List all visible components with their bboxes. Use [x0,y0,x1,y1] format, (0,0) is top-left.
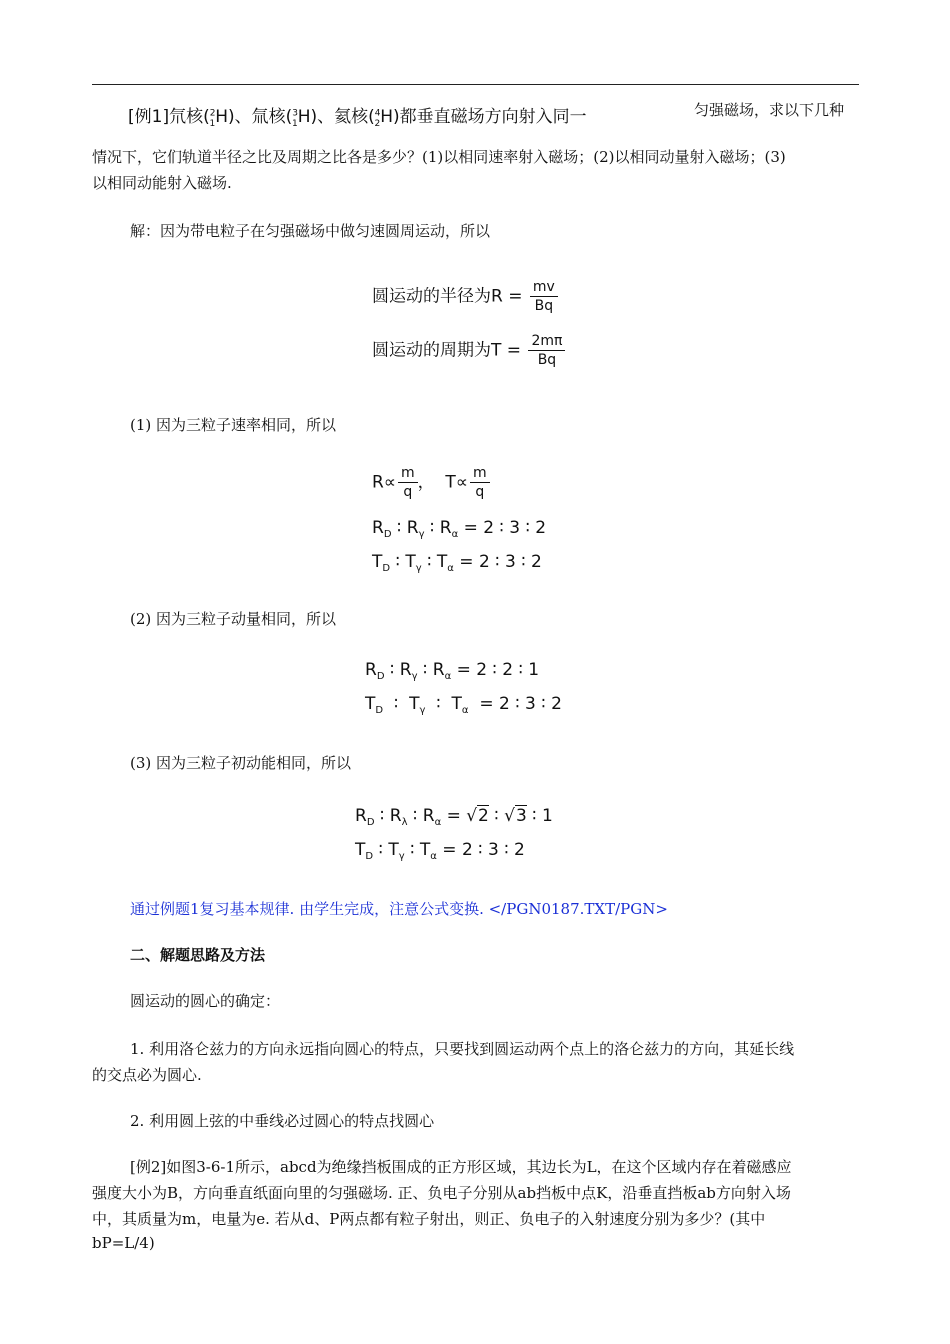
period-numerator: 2mπ [528,332,565,351]
radius-numerator: mv [530,278,558,297]
title-text: H)、氦核( [297,107,375,127]
ratio-value: = 2 ∶ 3 ∶ 2 [479,694,562,714]
title-tail: 匀强磁场，求以下几种 [694,101,845,119]
question-line-3: 以相同动能射入磁场. [92,174,232,192]
radius-label: 圆运动的半径为R = [372,286,523,307]
teaching-note: 通过例题1复习基本规律. 由学生完成，注意公式变换. </PGN0187.TXT/PGN> [130,900,668,918]
triton-mass: 3 [292,108,298,119]
method2: 2. 利用圆上弦的中垂线必过圆心的特点找圆心 [130,1112,435,1130]
solution-intro: 解：因为带电粒子在匀强磁场中做匀速圆周运动，所以 [130,222,491,240]
title-text: H)、氚核( [215,107,293,127]
case1-period-ratio: $T_D$ ∶ $T_\gamma$ ∶ $T_\alpha = 2$ ∶ 3 ∶ 2 [372,552,542,574]
case2-period-ratio: $T_D$ ∶ $T_\gamma$ ∶ $T_\alpha = 2$ ∶ 3 ∶ 2 [365,694,562,716]
ratio-value: = 2 ∶ 3 ∶ 2 [459,552,542,572]
period-formula [372,332,565,369]
case3-period-ratio: $T_D$ ∶ $T_\gamma$ ∶ $T_\alpha = 2$ ∶ 3 ∶ 2 [355,840,525,862]
deuteron-mass: 2 [209,108,216,119]
m-over-q-fraction [398,464,418,501]
example2-line1: [例2]如图3-6-1所示，abcd为绝缘挡板围成的正方形区域，其边长为L，在这个区域内存在着磁感应 [130,1158,792,1176]
title-text: [例1]氘核( [128,107,210,127]
example2-line2: 强度大小为B，方向垂直纸面向里的匀强磁场. 正、负电子分别从ab挡板中点K，沿垂直挡板ab方向射入场 [92,1184,791,1202]
fraction-numerator: m [470,464,490,483]
case3-radius-ratio: $R_D$ ∶ $R_\lambda$ ∶ $R_\alpha = √2$ ∶ √3 ∶ 1 [355,806,553,828]
section2-heading: 二、解题思路及方法 [130,946,266,964]
sqrt-3: 3 [515,806,527,826]
radius-denominator: Bq [534,298,554,314]
triton-charge: 1 [291,119,298,130]
title-text: H)都垂直磁场方向射入同一 [380,107,587,127]
method1-line2: 的交点必为圆心. [92,1066,202,1084]
t-proportional: T∝ [445,472,468,493]
example2-line3: 中，其质量为m，电量为e. 若从d、P两点都有粒子射出，则正、负电子的入射速度分别为多少？(其中 [92,1210,766,1228]
ratio-value: = 2 ∶ 2 ∶ 1 [456,660,540,680]
radius-fraction [530,278,558,315]
fraction-denominator: q [403,484,413,500]
section2-subheading: 圆运动的圆心的确定： [130,992,281,1010]
case3-text: (3) 因为三粒子初动能相同，所以 [130,754,352,772]
header-rule [92,84,859,85]
example1-title [128,102,587,129]
ratio-value: = 2 ∶ 3 ∶ 2 [442,840,525,860]
alpha-mass: 4 [374,108,381,119]
method1-line1: 1. 利用洛仑兹力的方向永远指向圆心的特点，只要找到圆运动两个点上的洛仑兹力的方向，其延长线 [130,1040,795,1058]
sqrt-2: 2 [478,806,489,826]
period-denominator: Bq [537,352,557,368]
radius-formula [372,278,558,315]
case1-text: (1) 因为三粒子速率相同，所以 [130,416,337,434]
example2-line4: bP=L/4) [92,1234,155,1252]
case2-radius-ratio: $R_D$ ∶ $R_\gamma$ ∶ $R_\alpha = 2$ ∶ 2 ∶ 1 [365,660,540,682]
alpha-charge: 2 [374,119,381,130]
case1-proportion [372,464,490,501]
question-line-2: 情况下，它们轨道半径之比及周期之比各是多少？(1)以相同速率射入磁场；(2)以相同动量射入磁场；(3) [92,148,786,166]
case1-radius-ratio: $R_D$ ∶ $R_\gamma$ ∶ $R_\alpha = 2$ ∶ 3 ∶ 2 [372,518,547,540]
ratio-value: = 2 ∶ 3 ∶ 2 [463,518,547,538]
m-over-q-fraction [470,464,490,501]
separator: ， [417,472,435,493]
deuteron-charge: 1 [209,119,216,130]
period-fraction [528,332,565,369]
fraction-denominator: q [475,484,485,500]
fraction-numerator: m [398,464,418,483]
period-label: 圆运动的周期为T = [372,340,522,361]
r-proportional: R∝ [372,472,396,493]
case2-text: (2) 因为三粒子动量相同，所以 [130,610,337,628]
